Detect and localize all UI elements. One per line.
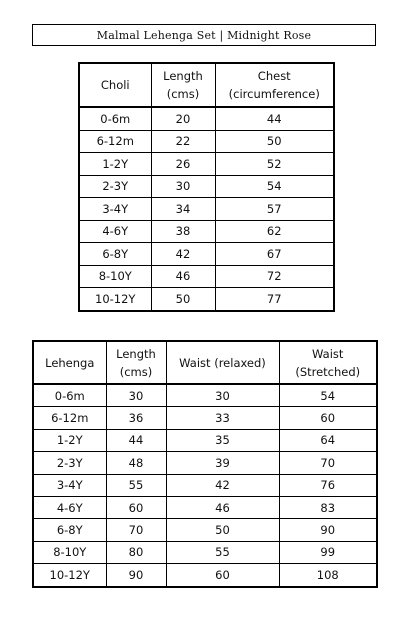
table-row	[79, 107, 334, 130]
lehenga-cell: 30	[106, 384, 166, 407]
lehenga-header-text: (Stretched)	[295, 364, 361, 379]
choli-cell: 2-3Y	[79, 175, 151, 198]
choli-cell: 46	[151, 265, 215, 288]
choli-cell: 42	[151, 243, 215, 266]
table-row	[79, 288, 334, 311]
table-row	[33, 541, 377, 563]
choli-header-text: (circumference)	[228, 87, 320, 101]
lehenga-cell: 0-6m	[33, 384, 106, 407]
table-row	[33, 384, 377, 407]
lehenga-header-cell	[33, 341, 106, 384]
choli-header-text: Choli	[100, 78, 130, 92]
choli-cell: 10-12Y	[79, 288, 151, 311]
title-text: Malmal Lehenga Set | Midnight Rose	[96, 28, 312, 42]
choli-cell: 6-12m	[79, 130, 151, 153]
choli-cell: 4-6Y	[79, 220, 151, 243]
lehenga-cell: 108	[279, 564, 377, 587]
lehenga-cell: 39	[166, 452, 279, 474]
choli-cell: 0-6m	[79, 107, 151, 130]
choli-header-cell	[151, 63, 215, 107]
table-row	[79, 198, 334, 221]
choli-cell: 52	[215, 153, 334, 176]
choli-header-text: (cms)	[166, 87, 200, 101]
lehenga-cell: 80	[106, 541, 166, 563]
choli-cell: 62	[215, 220, 334, 243]
lehenga-cell: 70	[106, 519, 166, 541]
page-title	[32, 24, 376, 46]
choli-cell: 30	[151, 175, 215, 198]
table-row	[33, 452, 377, 474]
table-row	[33, 564, 377, 587]
lehenga-header-text: Length	[116, 346, 156, 361]
table-row	[79, 243, 334, 266]
choli-cell: 44	[215, 107, 334, 130]
lehenga-cell: 48	[106, 452, 166, 474]
lehenga-cell: 76	[279, 474, 377, 496]
lehenga-cell: 54	[279, 384, 377, 407]
choli-body	[79, 107, 334, 311]
lehenga-size-table	[32, 340, 378, 588]
lehenga-cell: 99	[279, 541, 377, 563]
choli-cell: 1-2Y	[79, 153, 151, 176]
lehenga-cell: 30	[166, 384, 279, 407]
table-row	[79, 130, 334, 153]
choli-cell: 50	[151, 288, 215, 311]
table-row	[33, 519, 377, 541]
choli-cell: 34	[151, 198, 215, 221]
choli-cell: 38	[151, 220, 215, 243]
lehenga-cell: 8-10Y	[33, 541, 106, 563]
choli-cell: 20	[151, 107, 215, 130]
lehenga-header-text: (cms)	[119, 364, 153, 379]
lehenga-header-text: Waist (relaxed)	[179, 355, 266, 370]
lehenga-cell: 90	[106, 564, 166, 587]
lehenga-cell: 1-2Y	[33, 429, 106, 451]
lehenga-cell: 64	[279, 429, 377, 451]
lehenga-cell: 3-4Y	[33, 474, 106, 496]
lehenga-header-text: Lehenga	[45, 355, 95, 370]
choli-header-row	[79, 63, 334, 107]
table-row	[79, 265, 334, 288]
lehenga-header-cell	[166, 341, 279, 384]
choli-cell: 54	[215, 175, 334, 198]
lehenga-cell: 6-12m	[33, 407, 106, 429]
lehenga-header-text: Waist	[312, 346, 344, 361]
choli-header-cell	[79, 63, 151, 107]
choli-cell: 8-10Y	[79, 265, 151, 288]
lehenga-cell: 60	[106, 496, 166, 518]
choli-cell: 50	[215, 130, 334, 153]
table-row	[33, 407, 377, 429]
choli-cell: 6-8Y	[79, 243, 151, 266]
choli-header-text: Chest	[257, 69, 291, 83]
table-row	[79, 220, 334, 243]
table-row	[79, 153, 334, 176]
lehenga-cell: 36	[106, 407, 166, 429]
choli-cell: 67	[215, 243, 334, 266]
lehenga-cell: 2-3Y	[33, 452, 106, 474]
lehenga-cell: 6-8Y	[33, 519, 106, 541]
lehenga-header-cell	[279, 341, 377, 384]
lehenga-cell: 44	[106, 429, 166, 451]
lehenga-cell: 42	[166, 474, 279, 496]
choli-cell: 77	[215, 288, 334, 311]
table-row	[33, 429, 377, 451]
choli-header-text: Length	[163, 69, 203, 83]
table-row	[33, 474, 377, 496]
choli-cell: 26	[151, 153, 215, 176]
lehenga-cell: 60	[279, 407, 377, 429]
lehenga-cell: 4-6Y	[33, 496, 106, 518]
choli-cell: 22	[151, 130, 215, 153]
lehenga-cell: 70	[279, 452, 377, 474]
choli-cell: 3-4Y	[79, 198, 151, 221]
lehenga-cell: 46	[166, 496, 279, 518]
choli-size-table	[78, 62, 335, 312]
choli-cell: 57	[215, 198, 334, 221]
choli-cell: 72	[215, 265, 334, 288]
lehenga-cell: 55	[106, 474, 166, 496]
lehenga-cell: 55	[166, 541, 279, 563]
lehenga-cell: 35	[166, 429, 279, 451]
lehenga-cell: 83	[279, 496, 377, 518]
choli-header-cell	[215, 63, 334, 107]
lehenga-cell: 50	[166, 519, 279, 541]
table-row	[33, 496, 377, 518]
lehenga-cell: 60	[166, 564, 279, 587]
lehenga-cell: 90	[279, 519, 377, 541]
lehenga-header-cell	[106, 341, 166, 384]
lehenga-cell: 33	[166, 407, 279, 429]
lehenga-body	[33, 384, 377, 587]
lehenga-header-row	[33, 341, 377, 384]
table-row	[79, 175, 334, 198]
lehenga-cell: 10-12Y	[33, 564, 106, 587]
